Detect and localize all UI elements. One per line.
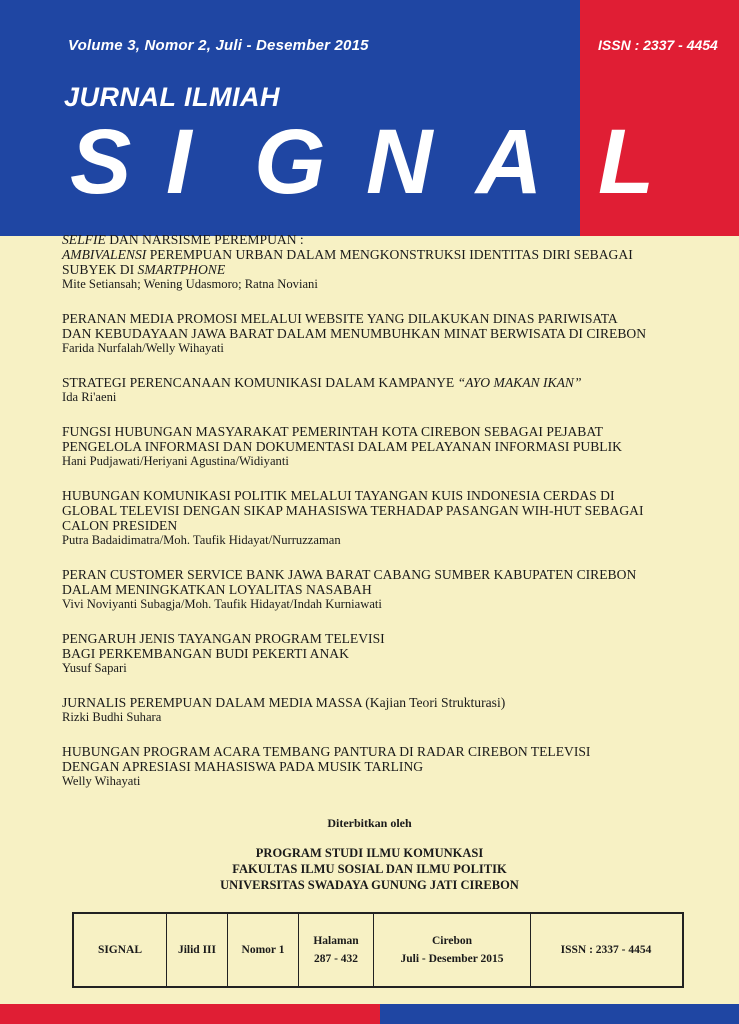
publisher-program: PROGRAM STUDI ILMU KOMUNKASI bbox=[255, 846, 484, 860]
article-title-line bbox=[62, 646, 702, 661]
article-title-line bbox=[62, 424, 702, 439]
article-entry bbox=[62, 567, 702, 612]
article-entry bbox=[62, 311, 702, 356]
article-title-segment: SMARTPHONE bbox=[137, 262, 226, 277]
article-authors: Farida Nurfalah/Welly Wihayati bbox=[62, 341, 224, 355]
article-title-line bbox=[62, 503, 702, 518]
article-authors: Hani Pudjawati/Heriyani Agustina/Widiyanti bbox=[62, 454, 289, 468]
article-title-segment: DENGAN APRESIASI MAHASISWA PADA MUSIK TARLING bbox=[62, 759, 424, 774]
article-title-segment: DAN KEBUDAYAAN JAWA BARAT DALAM MENUMBUHKAN MINAT BERWISATA DI CIREBON bbox=[62, 326, 647, 341]
article-authors: Yusuf Sapari bbox=[62, 661, 127, 675]
article-title-segment: DAN NARSISME PEREMPUAN : bbox=[105, 232, 304, 247]
article-title-line bbox=[62, 631, 702, 646]
article-title-line bbox=[62, 518, 702, 533]
article-title-line bbox=[62, 488, 702, 503]
article-entry bbox=[62, 375, 702, 405]
article-title-line bbox=[62, 326, 702, 341]
article-authors: Welly Wihayati bbox=[62, 774, 141, 788]
article-title-segment: PERAN CUSTOMER SERVICE BANK JAWA BARAT CABANG SUMBER KABUPATEN CIREBON bbox=[62, 567, 637, 582]
article-title-line bbox=[62, 439, 702, 454]
article-title-line bbox=[62, 262, 702, 277]
info-halaman bbox=[299, 914, 374, 986]
journal-title bbox=[0, 112, 739, 212]
article-title-segment: HUBUNGAN KOMUNIKASI POLITIK MELALUI TAYANGAN KUIS INDONESIA CERDAS DI bbox=[62, 488, 615, 503]
article-entry bbox=[62, 488, 702, 548]
article-title-segment: PENGARUH JENIS TAYANGAN PROGRAM TELEVISI bbox=[62, 631, 385, 646]
info-table bbox=[72, 912, 684, 988]
article-title-segment: HUBUNGAN PROGRAM ACARA TEMBANG PANTURA DI RADAR CIREBON TELEVISI bbox=[62, 744, 591, 759]
article-entry bbox=[62, 695, 702, 725]
article-authors: Ida Ri'aeni bbox=[62, 390, 117, 404]
cover-header bbox=[0, 0, 739, 236]
article-title-line bbox=[62, 582, 702, 597]
article-title-line bbox=[62, 567, 702, 582]
bottom-band bbox=[0, 1004, 739, 1024]
info-place: Cirebon bbox=[431, 935, 473, 947]
halaman-label: Halaman bbox=[313, 935, 359, 947]
article-title-segment: PERANAN MEDIA PROMOSI MELALUI WEBSITE YANG DILAKUKAN DINAS PARIWISATA bbox=[62, 311, 618, 326]
article-title-segment: GLOBAL TELEVISI DENGAN SIKAP MAHASISWA TERHADAP PASANGAN WIH-HUT SEBAGAI bbox=[62, 503, 644, 518]
info-jilid: Jilid III bbox=[167, 914, 228, 986]
article-title-line bbox=[62, 232, 702, 247]
article-title-line bbox=[62, 695, 702, 710]
article-title-line bbox=[62, 744, 702, 759]
title-letter: L bbox=[598, 111, 655, 213]
issn-top: ISSN : 2337 - 4454 bbox=[598, 37, 718, 53]
article-authors: Mite Setiansah; Wening Udasmoro; Ratna Noviani bbox=[62, 277, 318, 291]
article-title-segment: FUNGSI HUBUNGAN MASYARAKAT PEMERINTAH KOTA CIREBON SEBAGAI PEJABAT bbox=[62, 424, 603, 439]
bottom-red-band bbox=[0, 1004, 380, 1024]
article-entry bbox=[62, 232, 702, 292]
article-title-line bbox=[62, 375, 702, 390]
article-title-segment: PENGELOLA INFORMASI DAN DOKUMENTASI DALAM PELAYANAN INFORMASI PUBLIK bbox=[62, 439, 622, 454]
table-of-contents bbox=[62, 232, 702, 808]
title-letter: I bbox=[166, 111, 192, 213]
title-letter: S bbox=[70, 111, 132, 213]
article-title-segment: PEREMPUAN URBAN DALAM MENGKONSTRUKSI IDENTITAS DIRI SEBAGAI bbox=[146, 247, 633, 262]
article-authors: Rizki Budhi Suhara bbox=[62, 710, 162, 724]
article-title-line bbox=[62, 759, 702, 774]
info-nomor: Nomor 1 bbox=[228, 914, 299, 986]
article-title-segment: BAGI PERKEMBANGAN BUDI PEKERTI ANAK bbox=[62, 646, 349, 661]
article-title-segment: SELFIE bbox=[62, 232, 106, 247]
article-entry bbox=[62, 631, 702, 676]
article-title-line bbox=[62, 247, 702, 262]
publisher-university: UNIVERSITAS SWADAYA GUNUNG JATI CIREBON bbox=[220, 878, 519, 892]
article-title-line bbox=[62, 311, 702, 326]
article-authors: Putra Badaidimatra/Moh. Taufik Hidayat/Nurruzzaman bbox=[62, 533, 341, 547]
article-title-segment: SUBYEK DI bbox=[62, 262, 138, 277]
title-letter: A bbox=[476, 111, 543, 213]
info-journal: SIGNAL bbox=[74, 914, 167, 986]
article-title-segment: JURNALIS PEREMPUAN DALAM MEDIA MASSA (Kajian Teori Strukturasi) bbox=[62, 695, 506, 710]
info-period: Juli - Desember 2015 bbox=[400, 953, 504, 965]
article-title-segment: CALON PRESIDEN bbox=[62, 518, 178, 533]
publisher-faculty: FAKULTAS ILMU SOSIAL DAN ILMU POLITIK bbox=[232, 862, 507, 876]
article-title-segment: AMBIVALENSI bbox=[62, 247, 147, 262]
article-title-segment: “AYO MAKAN IKAN” bbox=[457, 375, 582, 390]
article-entry bbox=[62, 424, 702, 469]
article-authors: Vivi Noviyanti Subagja/Moh. Taufik Hidayat/Indah Kurniawati bbox=[62, 597, 382, 611]
bottom-blue-band bbox=[380, 1004, 739, 1024]
publisher-label: Diterbitkan oleh bbox=[327, 816, 412, 830]
article-title-segment: STRATEGI PERENCANAAN KOMUNIKASI DALAM KAMPANYE bbox=[62, 375, 458, 390]
halaman-value: 287 - 432 bbox=[313, 953, 359, 965]
volume-info: Volume 3, Nomor 2, Juli - Desember 2015 bbox=[68, 37, 369, 54]
info-place-period bbox=[374, 914, 531, 986]
article-title-segment: DALAM MENINGKATKAN LOYALITAS NASABAH bbox=[62, 582, 372, 597]
publisher-block bbox=[0, 845, 739, 893]
title-letter: N bbox=[366, 111, 433, 213]
title-letter: G bbox=[254, 111, 326, 213]
info-issn: ISSN : 2337 - 4454 bbox=[560, 944, 652, 956]
journal-label: JURNAL ILMIAH bbox=[64, 82, 281, 112]
article-entry bbox=[62, 744, 702, 789]
